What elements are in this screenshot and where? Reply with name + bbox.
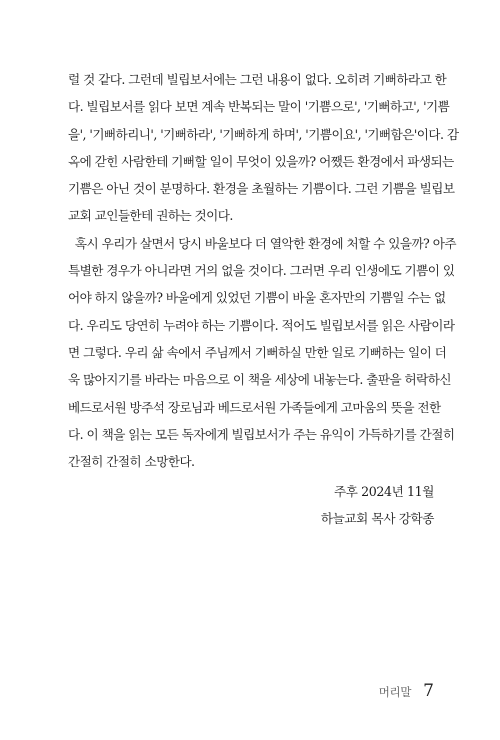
body-line: 간절히 간절히 소망한다. (68, 454, 195, 470)
body-line: 교회 교인들한테 권하는 것이다. (68, 208, 233, 224)
body-line: 다. 우리도 당연히 누려야 하는 기쁨이다. 적어도 빌립보서를 읽은 사람이라 (68, 317, 455, 333)
preface-body (68, 66, 459, 475)
body-line: 어야 하지 않을까? 바울에게 있었던 기쁨이 바울 혼자만의 기쁨일 수는 없 (68, 290, 446, 306)
section-title: 머리말 (378, 685, 412, 699)
signoff-date: 주후 2024년 11월 (334, 484, 434, 499)
body-line: 베드로서원 방주석 장로님과 베드로서원 가족들에게 고마움의 뜻을 전한 (68, 399, 441, 415)
body-line: 특별한 경우가 아니라면 거의 없을 것이다. 그러면 우리 인생에도 기쁨이 있 (68, 263, 455, 279)
body-line: 혹시 우리가 살면서 당시 바울보다 더 열악한 환경에 처할 수 있을까? 아주 (68, 235, 456, 251)
body-line: 옥에 갇힌 사람한테 기뻐할 일이 무엇이 있을까? 어쨌든 환경에서 파생되는 (68, 153, 454, 169)
body-line: 을', '기뻐하리니', '기뻐하라', '기뻐하게 하며', '기쁨이요', '기뻐함은'이다. 감 (68, 126, 459, 142)
body-line: 다. 빌립보서를 읽다 보면 계속 반복되는 말이 '기쁨으로', '기뻐하고', '기쁨 (68, 99, 450, 115)
signoff-block (321, 478, 434, 532)
body-line: 럴 것 같다. 그런데 빌립보서에는 그런 내용이 없다. 오히려 기뻐하라고 한 (68, 72, 447, 87)
signoff-author: 하늘교회 목사 강학종 (320, 511, 434, 526)
body-line: 욱 많아지기를 바라는 마음으로 이 책을 세상에 내놓는다. 출판을 허락하신 (68, 372, 451, 388)
body-line: 기쁨은 아닌 것이 분명하다. 환경을 초월하는 기쁨이다. 그런 기쁨을 빌립보 (68, 181, 455, 197)
page-number: 7 (423, 681, 434, 701)
page-footer (379, 681, 434, 701)
body-line: 다. 이 책을 읽는 모든 독자에게 빌립보서가 주는 유익이 가득하기를 간절히 (68, 426, 455, 442)
body-line: 면 그렇다. 우리 삶 속에서 주님께서 기뻐하실 만한 일로 기뻐하는 일이 더 (68, 344, 447, 360)
